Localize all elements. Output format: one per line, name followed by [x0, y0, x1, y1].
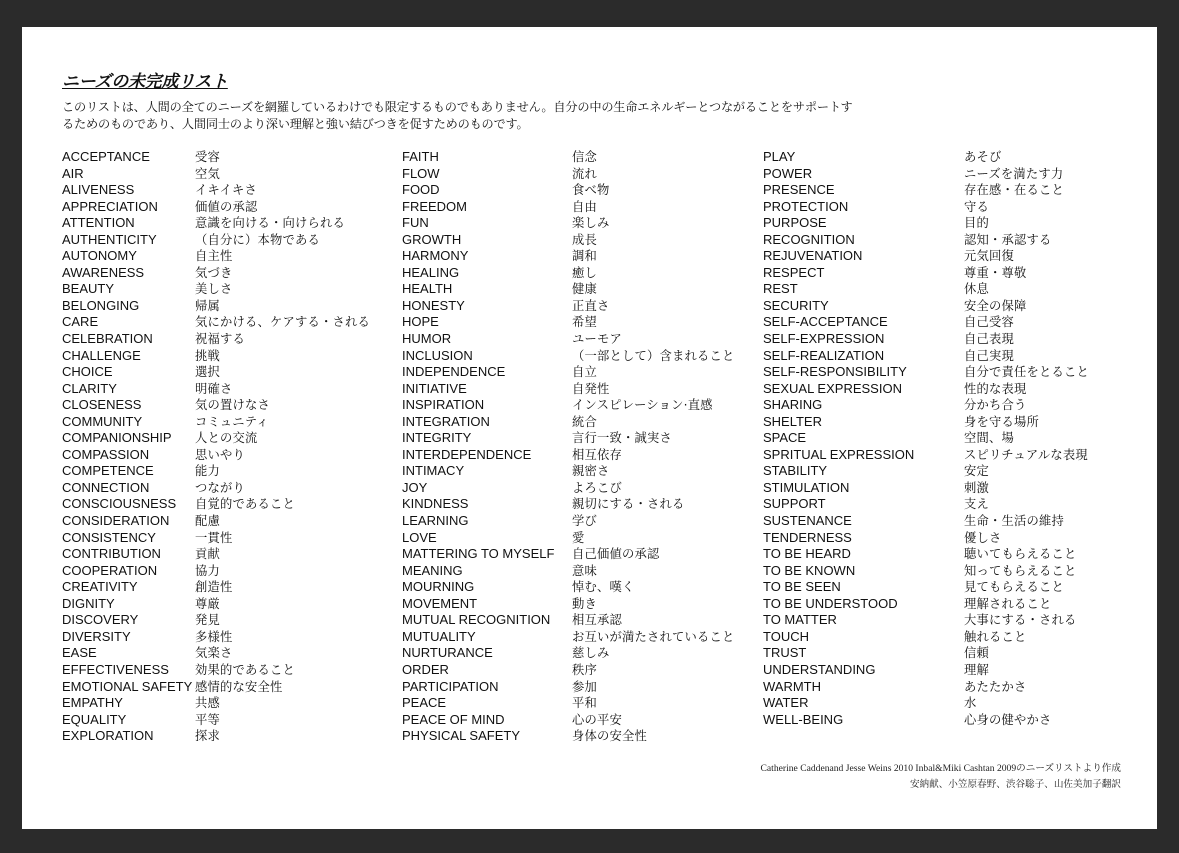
need-japanese: 価値の承認: [195, 199, 258, 214]
need-english: EQUALITY: [62, 711, 127, 727]
need-english: BELONGING: [62, 297, 140, 313]
need-japanese: 親切にする・される: [572, 497, 685, 512]
need-english: ORDER: [402, 661, 449, 677]
need-japanese: 選択: [195, 365, 220, 380]
need-english: UNDERSTANDING: [763, 661, 876, 677]
need-english: RESPECT: [763, 264, 825, 280]
need-english: ALIVENESS: [62, 182, 135, 198]
need-english: SHELTER: [763, 413, 822, 429]
need-japanese: 尊重・尊敬: [964, 265, 1027, 280]
need-japanese: イキイキさ: [195, 183, 257, 198]
need-japanese: 分かち合う: [964, 398, 1027, 413]
need-japanese: 挑戦: [195, 348, 220, 363]
need-english: PRESENCE: [763, 182, 835, 198]
need-english: RECOGNITION: [763, 231, 855, 247]
need-japanese: 気づき: [195, 265, 233, 280]
need-english: COMPETENCE: [62, 463, 154, 479]
need-english: TOUCH: [763, 628, 809, 644]
need-japanese: 食べ物: [572, 183, 610, 198]
need-japanese: 身を守る場所: [964, 414, 1039, 429]
need-japanese: スピリチュアルな表現: [964, 447, 1088, 462]
need-japanese: 正直さ: [572, 298, 610, 313]
need-japanese: 自主性: [195, 249, 233, 264]
need-english: PEACE OF MIND: [402, 711, 505, 727]
need-japanese: 調和: [572, 249, 597, 264]
need-english: CONTRIBUTION: [62, 546, 161, 562]
need-japanese: 身体の安全性: [572, 729, 647, 744]
need-japanese: 貢献: [195, 547, 220, 562]
need-english: INCLUSION: [402, 347, 473, 363]
need-japanese: 守る: [964, 199, 989, 214]
need-english: TRUST: [763, 645, 807, 661]
need-english: FREEDOM: [402, 198, 467, 214]
need-japanese: 思いやり: [195, 447, 245, 462]
need-japanese: 存在感・在ること: [964, 183, 1064, 198]
need-english: EMOTIONAL SAFETY: [62, 678, 193, 694]
need-english: SELF-REALIZATION: [763, 347, 885, 363]
need-english: JOY: [402, 479, 428, 495]
need-japanese: 成長: [572, 232, 597, 247]
need-japanese: 受容: [195, 150, 220, 164]
need-english: CLARITY: [62, 380, 117, 396]
need-english: PLAY: [763, 149, 796, 164]
need-english: COOPERATION: [62, 562, 158, 578]
need-english: FLOW: [402, 165, 440, 181]
need-japanese: あそび: [964, 150, 1002, 164]
credit-line: Catherine Caddenand Jesse Weins 2010 Inbal&Miki Cashtan 2009のニーズリストより作成: [760, 763, 1121, 774]
need-english: GROWTH: [402, 231, 462, 247]
need-english: TO BE KNOWN: [763, 562, 856, 578]
intro-line: るためのものであり、人間同士のより深い理解と強い結びつきを促すためのものです。: [62, 117, 529, 131]
need-english: SEXUAL EXPRESSION: [763, 380, 902, 396]
need-english: SELF-EXPRESSION: [763, 331, 885, 347]
need-japanese: 刺激: [964, 480, 989, 495]
need-english: INITIATIVE: [402, 380, 467, 396]
need-japanese: 統合: [572, 414, 597, 429]
need-japanese: 心の平安: [572, 712, 622, 727]
need-english: AIR: [62, 165, 84, 181]
need-japanese: 配慮: [195, 514, 220, 529]
need-english: DIVERSITY: [62, 628, 131, 644]
need-japanese: 楽しみ: [572, 216, 610, 231]
need-japanese: 明確さ: [195, 381, 233, 396]
need-english: AUTONOMY: [62, 248, 137, 264]
need-japanese: 希望: [572, 315, 597, 330]
document-page: [22, 27, 1157, 829]
need-english: TO BE UNDERSTOOD: [763, 595, 898, 611]
need-english: REST: [763, 281, 798, 297]
need-english: TO BE HEARD: [763, 546, 851, 562]
need-japanese: 美しさ: [195, 282, 233, 297]
need-english: STIMULATION: [763, 479, 850, 495]
need-japanese: コミュニティ: [195, 414, 269, 429]
need-japanese: 探求: [195, 729, 220, 744]
need-english: EMPATHY: [62, 695, 123, 711]
need-japanese: 安定: [964, 464, 989, 479]
need-english: COMPASSION: [62, 446, 150, 462]
need-english: INTIMACY: [402, 463, 465, 479]
need-english: NURTURANCE: [402, 645, 493, 661]
need-english: SHARING: [763, 397, 823, 413]
need-japanese: 見てもらえること: [964, 580, 1064, 595]
need-english: POWER: [763, 165, 813, 181]
need-english: CHOICE: [62, 364, 113, 380]
need-english: COMMUNITY: [62, 413, 143, 429]
need-japanese: 安全の保障: [964, 298, 1027, 313]
need-japanese: 自発性: [572, 381, 610, 396]
need-english: HONESTY: [402, 297, 465, 313]
need-english: SPACE: [763, 430, 807, 446]
need-english: CONSIDERATION: [62, 513, 170, 529]
need-japanese: 信頼: [964, 646, 989, 661]
page-title: ニーズの未完成リスト: [62, 72, 228, 92]
need-japanese: 水: [964, 696, 977, 711]
need-english: PEACE: [402, 695, 447, 711]
need-japanese: 動き: [572, 596, 597, 611]
need-english: EFFECTIVENESS: [62, 661, 169, 677]
need-japanese: 相互承認: [572, 613, 622, 628]
need-japanese: 協力: [195, 563, 220, 578]
need-japanese: 多様性: [195, 629, 233, 644]
need-japanese: 言行一致・誠実さ: [572, 431, 672, 446]
need-english: SELF-ACCEPTANCE: [763, 314, 888, 330]
need-japanese: 癒し: [572, 265, 597, 280]
need-english: STABILITY: [763, 463, 828, 479]
need-english: CARE: [62, 314, 99, 330]
need-japanese: 悼む、嘆く: [572, 580, 635, 595]
need-japanese: 理解されること: [964, 596, 1052, 611]
need-english: PARTICIPATION: [402, 678, 499, 694]
need-japanese: 慈しみ: [572, 646, 610, 661]
need-english: SUSTENANCE: [763, 513, 852, 529]
need-japanese: 聴いてもらえること: [964, 547, 1077, 562]
need-english: PHYSICAL SAFETY: [402, 728, 520, 744]
need-english: INTEGRATION: [402, 413, 490, 429]
need-english: AUTHENTICITY: [62, 231, 157, 247]
need-english: SELF-RESPONSIBILITY: [763, 364, 907, 380]
need-english: CLOSENESS: [62, 397, 142, 413]
need-japanese: インスピレーション·直感: [572, 398, 713, 413]
need-japanese: 流れ: [572, 166, 597, 181]
need-english: BEAUTY: [62, 281, 115, 297]
need-japanese: 意識を向ける・向けられる: [195, 216, 345, 231]
need-japanese: 認知・承認する: [964, 232, 1052, 247]
need-english: LOVE: [402, 529, 437, 545]
need-english: CONSCIOUSNESS: [62, 496, 177, 512]
need-japanese: 休息: [964, 282, 989, 297]
need-english: HOPE: [402, 314, 439, 330]
need-english: TO BE SEEN: [763, 579, 841, 595]
credit-block: [761, 761, 1122, 793]
need-japanese: 自分で責任をとること: [964, 365, 1089, 380]
need-japanese: 知ってもらえること: [964, 563, 1077, 578]
need-english: FAITH: [402, 149, 439, 164]
need-japanese: 触れること: [964, 629, 1027, 644]
need-english: HEALING: [402, 264, 460, 280]
need-japanese: 自己表現: [964, 332, 1014, 347]
need-english: FUN: [402, 215, 429, 231]
need-english: MOVEMENT: [402, 595, 478, 611]
need-japanese: 共感: [195, 696, 220, 711]
need-japanese: 空気: [195, 166, 220, 181]
need-english: DIGNITY: [62, 595, 115, 611]
need-english: HUMOR: [402, 331, 452, 347]
need-japanese: 気にかける、ケアする・される: [195, 315, 370, 330]
need-japanese: 気楽さ: [195, 646, 233, 661]
need-japanese: 人との交流: [195, 431, 258, 446]
need-english: CREATIVITY: [62, 579, 138, 595]
need-japanese: 健康: [572, 282, 597, 297]
need-japanese: 一貫性: [195, 530, 233, 545]
need-japanese: つながり: [195, 480, 245, 495]
need-english: MUTUAL RECOGNITION: [402, 612, 551, 628]
need-japanese: 自由: [572, 199, 597, 214]
need-japanese: 理解: [964, 662, 989, 677]
intro-paragraph: [62, 99, 1022, 133]
need-english: AWARENESS: [62, 264, 145, 280]
need-english: MOURNING: [402, 579, 475, 595]
need-japanese: 優しさ: [964, 530, 1002, 545]
need-english: INTERDEPENDENCE: [402, 446, 532, 462]
need-english: HARMONY: [402, 248, 469, 264]
need-japanese: 性的な表現: [964, 381, 1027, 396]
need-english: EXPLORATION: [62, 728, 154, 744]
need-english: SPRITUAL EXPRESSION: [763, 446, 915, 462]
need-english: SUPPORT: [763, 496, 826, 512]
need-japanese: 生命・生活の維持: [964, 514, 1064, 529]
need-english: MUTUALITY: [402, 628, 476, 644]
need-japanese: ユーモア: [572, 332, 622, 347]
need-english: WATER: [763, 695, 809, 711]
need-japanese: 効果的であること: [195, 662, 295, 677]
need-english: INTEGRITY: [402, 430, 472, 446]
need-japanese: 能力: [195, 464, 220, 479]
need-japanese: 参加: [572, 679, 597, 694]
need-english: MATTERING TO MYSELF: [402, 546, 555, 562]
credit-line: 安納献、小笠原春野、渋谷聡子、山佐美加子翻訳: [909, 779, 1121, 790]
need-english: ACCEPTANCE: [62, 149, 150, 164]
need-english: HEALTH: [402, 281, 453, 297]
need-japanese: 平和: [572, 696, 597, 711]
need-english: CONNECTION: [62, 479, 150, 495]
need-japanese: 信念: [572, 150, 597, 164]
need-english: DISCOVERY: [62, 612, 139, 628]
need-japanese: 自己受容: [964, 315, 1014, 330]
need-japanese: 平等: [195, 712, 220, 727]
need-japanese: 帰属: [195, 298, 220, 313]
need-english: PROTECTION: [763, 198, 849, 214]
need-japanese: お互いが満たされていること: [572, 629, 735, 644]
need-english: CELEBRATION: [62, 331, 153, 347]
need-english: COMPANIONSHIP: [62, 430, 172, 446]
need-japanese: 秩序: [572, 662, 597, 677]
need-japanese: 自立: [572, 365, 597, 380]
need-english: TO MATTER: [763, 612, 837, 628]
need-english: CONSISTENCY: [62, 529, 156, 545]
need-english: FOOD: [402, 182, 440, 198]
need-english: PURPOSE: [763, 215, 827, 231]
need-japanese: （自分に）本物である: [195, 232, 320, 247]
need-japanese: 心身の健やかさ: [964, 712, 1052, 727]
intro-line: このリストは、人間の全てのニーズを網羅しているわけでも限定するものでもありません。自分の中の生命エネルギーとつながることをサポートす: [62, 100, 853, 114]
need-english: EASE: [62, 645, 97, 661]
need-japanese: 親密さ: [572, 464, 610, 479]
need-japanese: 自己価値の承認: [572, 547, 660, 562]
need-japanese: よろこび: [572, 480, 622, 495]
need-japanese: ニーズを満たす力: [964, 166, 1064, 181]
need-japanese: 祝福する: [195, 332, 245, 347]
need-japanese: 大事にする・される: [964, 613, 1077, 628]
need-english: KINDNESS: [402, 496, 469, 512]
need-english: MEANING: [402, 562, 463, 578]
need-japanese: （一部として）含まれること: [572, 348, 735, 363]
need-japanese: あたたかさ: [964, 679, 1027, 694]
need-japanese: 感情的な安全性: [195, 679, 283, 694]
need-english: TENDERNESS: [763, 529, 852, 545]
need-english: REJUVENATION: [763, 248, 863, 264]
need-japanese: 発見: [195, 613, 220, 628]
need-english: SECURITY: [763, 297, 829, 313]
need-japanese: 気の置けなさ: [195, 398, 270, 413]
need-english: APPRECIATION: [62, 198, 158, 214]
need-japanese: 相互依存: [572, 447, 622, 462]
need-english: WARMTH: [763, 678, 822, 694]
need-japanese: 学び: [572, 514, 597, 529]
need-japanese: 空間、場: [964, 431, 1014, 446]
need-japanese: 愛: [572, 530, 585, 545]
need-japanese: 支え: [964, 497, 989, 512]
need-japanese: 自己実現: [964, 348, 1014, 363]
need-english: LEARNING: [402, 513, 469, 529]
need-japanese: 尊厳: [195, 596, 220, 611]
need-japanese: 目的: [964, 216, 989, 231]
need-english: WELL-BEING: [763, 711, 844, 727]
need-english: INDEPENDENCE: [402, 364, 506, 380]
need-english: INSPIRATION: [402, 397, 485, 413]
need-japanese: 創造性: [195, 580, 233, 595]
need-japanese: 意味: [572, 563, 597, 578]
need-english: ATTENTION: [62, 215, 135, 231]
need-english: CHALLENGE: [62, 347, 141, 363]
need-japanese: 自覚的であること: [195, 497, 295, 512]
need-japanese: 元気回復: [964, 249, 1014, 264]
